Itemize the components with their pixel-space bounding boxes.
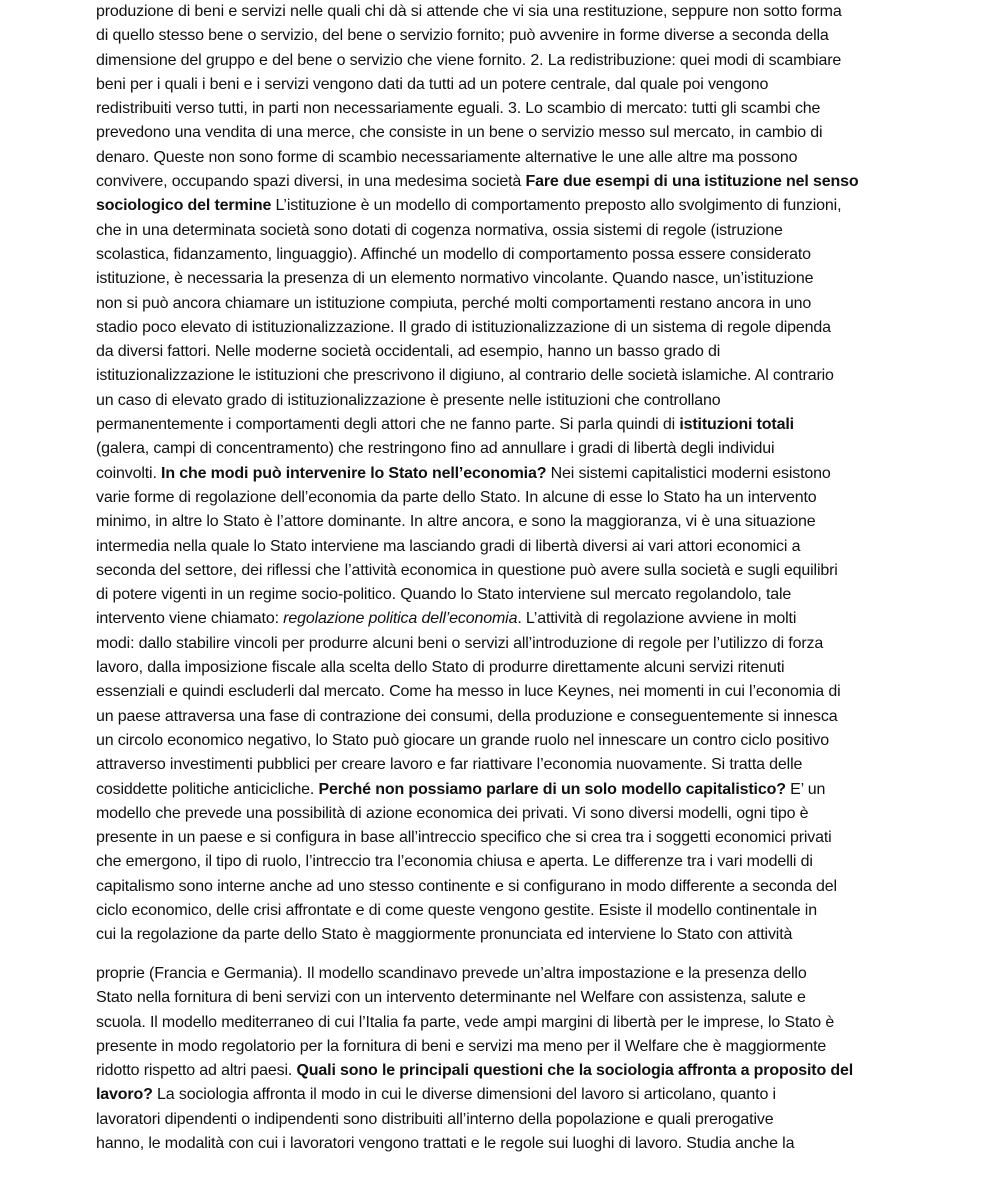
- body-text-segment: di quello stesso bene o servizio, del bene o servizio fornito; può avvenire in forme diverse a seconda della: [96, 27, 829, 45]
- body-text-segment: . L’attività di regolazione avviene in molti: [517, 610, 797, 628]
- body-text-segment: Stato nella fornitura di beni servizi con un intervento determinante nel Welfare con assistenza, salute e: [96, 989, 806, 1007]
- body-text-segment: stadio poco elevato di istituzionalizzazione. Il grado di istituzionalizzazione di un sistema di regole dipenda: [96, 318, 831, 336]
- body-text-segment: un paese attraversa una fase di contrazione dei consumi, della produzione e conseguentemente si innesca: [96, 707, 838, 725]
- text-line: [96, 607, 908, 631]
- text-line: [96, 656, 908, 680]
- text-line: [96, 121, 908, 145]
- text-line: [96, 680, 908, 704]
- body-text-segment: convivere, occupando spazi diversi, in una medesima società: [96, 173, 526, 191]
- text-line: [96, 24, 908, 48]
- text-line: [96, 146, 908, 170]
- bold-question-text: lavoro?: [96, 1086, 153, 1104]
- text-line: [96, 1083, 908, 1107]
- text-line: [96, 219, 908, 243]
- text-line: [96, 632, 908, 656]
- text-line: [96, 778, 908, 802]
- text-line: [96, 583, 908, 607]
- body-text-segment: lavoro, dalla imposizione fiscale alla scelta dello Stato di produrre direttamente alcuni servizi ritenuti: [96, 659, 785, 677]
- text-line: [96, 437, 908, 461]
- text-line: [96, 1059, 908, 1083]
- body-text-segment: cui la regolazione da parte dello Stato è maggiormente pronunciata ed interviene lo Stato con attività: [96, 926, 793, 944]
- text-block-page-2: [96, 962, 908, 1156]
- body-text-segment: essenziali e quindi escluderli dal mercato. Come ha messo in luce Keynes, nei momenti in cui l’economia di: [96, 683, 841, 701]
- bold-question-text: Perché non possiamo parlare di un solo modello capitalistico?: [318, 780, 786, 798]
- body-text-segment: che in una determinata società sono dotati di cogenza normativa, ossia sistemi di regole (istruzione: [96, 221, 783, 239]
- body-text-segment: minimo, in altre lo Stato è l’attore dominante. In altre ancora, e sono la maggioranza, vi è una situazione: [96, 513, 816, 531]
- text-line: [96, 194, 908, 218]
- text-line: [96, 49, 908, 73]
- body-text-segment: ridotto rispetto ad altri paesi.: [96, 1062, 297, 1080]
- body-text-segment: redistribuiti verso tutti, in parti non necessariamente eguali. 3. Lo scambio di mercato: tutti gli scambi che: [96, 100, 821, 118]
- body-text-segment: (galera, campi di concentramento) che restringono fino ad annullare i gradi di libertà degli individui: [96, 440, 775, 458]
- text-line: [96, 73, 908, 97]
- text-line: [96, 986, 908, 1010]
- body-text-segment: cosiddette politiche anticicliche.: [96, 780, 319, 798]
- text-line: [96, 510, 908, 534]
- text-line: [96, 0, 908, 24]
- body-text-segment: istituzionalizzazione le istituzioni che prescrivono il digiuno, al contrario delle società islamiche. Al contrario: [96, 367, 834, 385]
- body-text-segment: beni per i quali i beni e i servizi vengono dati da tutti ad un potere centrale, dal quale poi vengono: [96, 75, 769, 93]
- text-line: [96, 753, 908, 777]
- body-text-segment: modi: dallo stabilire vincoli per produrre alcuni beni o servizi all’introduzione di regole per l’utilizzo di forza: [96, 634, 824, 652]
- text-line: [96, 316, 908, 340]
- body-text-segment: coinvolti.: [96, 464, 162, 482]
- text-line: [96, 535, 908, 559]
- bold-question-text: In che modi può intervenire lo Stato nell’economia?: [161, 464, 547, 482]
- text-line: [96, 97, 908, 121]
- text-line: [96, 962, 908, 986]
- text-line: [96, 923, 908, 947]
- body-text-segment: capitalismo sono interne anche ad uno stesso continente e si configurano in modo differente a seconda del: [96, 877, 837, 895]
- text-line: [96, 340, 908, 364]
- text-line: [96, 389, 908, 413]
- body-text-segment: La sociologia affronta il modo in cui le diverse dimensioni del lavoro si articolano, quanto i: [152, 1086, 776, 1104]
- text-line: [96, 243, 908, 267]
- body-text-segment: seconda del settore, dei riflessi che l’attività economica in questione può avere sulla società e sugli equilibri: [96, 561, 838, 579]
- text-line: [96, 559, 908, 583]
- body-text-segment: Nei sistemi capitalistici moderni esistono: [546, 464, 831, 482]
- body-text-segment: intervento viene chiamato:: [96, 610, 284, 628]
- text-line: [96, 1108, 908, 1132]
- body-text-segment: varie forme di regolazione dell’economia da parte dello Stato. In alcune di esse lo Stato ha un intervento: [96, 488, 817, 506]
- body-text-segment: presente in un paese e si configura in base all’intreccio specifico che si crea tra i soggetti economici privati: [96, 829, 832, 847]
- body-text-segment: attraverso investimenti pubblici per creare lavoro e far riattivare l’economia nuovamente. Si tratta delle: [96, 756, 803, 774]
- text-line: [96, 462, 908, 486]
- body-text-segment: non si può ancora chiamare un istituzione compiuta, perché molti comportamenti restano ancora in uno: [96, 294, 812, 312]
- body-text-segment: produzione di beni e servizi nelle quali chi dà si attende che vi sia una restituzione, seppure non sotto forma: [96, 3, 842, 20]
- bold-question-text: sociologico del termine: [96, 197, 272, 215]
- text-line: [96, 267, 908, 291]
- body-text-segment: un circolo economico negativo, lo Stato può giocare un grande ruolo nel innescare un contro ciclo positivo: [96, 731, 829, 749]
- text-line: [96, 364, 908, 388]
- body-text-segment: proprie (Francia e Germania). Il modello scandinavo prevede un’altra impostazione e la presenza dello: [96, 965, 807, 982]
- text-block-page-1: [96, 0, 908, 948]
- text-line: [96, 1132, 908, 1156]
- bold-question-text: istituzioni totali: [679, 416, 794, 434]
- body-text-segment: di potere vigenti in un regime socio-politico. Quando lo Stato interviene sul mercato regolandolo, tale: [96, 586, 792, 604]
- text-line: [96, 826, 908, 850]
- body-text-segment: modello che prevede una possibilità di azione economica dei privati. Vi sono diversi modelli, ogni tipo è: [96, 804, 809, 822]
- body-text-segment: prevedono una vendita di una merce, che consiste in un bene o servizio messo sul mercato, in cambio di: [96, 124, 823, 142]
- body-text-segment: lavoratori dipendenti o indipendenti sono distribuiti all’interno della popolazione e quali prerogative: [96, 1110, 774, 1128]
- body-text-segment: che emergono, il tipo di ruolo, l’intreccio tra l’economia chiusa e aperta. Le differenze tra i vari modelli di: [96, 853, 813, 871]
- text-line: [96, 802, 908, 826]
- italic-term-text: regolazione politica dell’economia: [283, 610, 518, 628]
- text-line: [96, 292, 908, 316]
- text-line: [96, 1011, 908, 1035]
- text-line: [96, 170, 908, 194]
- body-text-segment: ciclo economico, delle crisi affrontate e di come queste vengono gestite. Esiste il modello continentale in: [96, 901, 817, 919]
- body-text-segment: scolastica, fidanzamento, linguaggio). Affinché un modello di comportamento possa essere considerato: [96, 245, 811, 263]
- body-text-segment: dimensione del gruppo e del bene o servizio che viene fornito. 2. La redistribuzione: quei modi di scambiare: [96, 51, 842, 69]
- body-text-segment: intermedia nella quale lo Stato interviene ma lasciando gradi di libertà diversi ai vari attori economici a: [96, 537, 801, 555]
- body-text-segment: scuola. Il modello mediterraneo di cui l’Italia fa parte, vede ampi margini di libertà per le imprese, lo Stato è: [96, 1013, 835, 1031]
- body-text-segment: da diversi fattori. Nelle moderne società occidentali, ad esempio, hanno un basso grado di: [96, 343, 721, 361]
- body-text-segment: denaro. Queste non sono forme di scambio necessariamente alternative le une alle altre ma possono: [96, 148, 798, 166]
- body-text-segment: permanentemente i comportamenti degli attori che ne fanno parte. Si parla quindi di: [96, 416, 680, 434]
- text-line: [96, 1035, 908, 1059]
- text-line: [96, 850, 908, 874]
- body-text-segment: presente in modo regolatorio per la fornitura di beni e servizi ma meno per il Welfare che è maggiormente: [96, 1037, 827, 1055]
- body-text-segment: L’istituzione è un modello di comportamento preposto allo svolgimento di funzioni,: [271, 197, 842, 215]
- text-line: [96, 413, 908, 437]
- text-line: [96, 705, 908, 729]
- bold-question-text: Quali sono le principali questioni che la sociologia affronta a proposito del: [296, 1062, 854, 1080]
- body-text-segment: istituzione, è necessaria la presenza di un elemento normativo vincolante. Quando nasce, un’istituzione: [96, 270, 814, 288]
- body-text-segment: E’ un: [785, 780, 826, 798]
- bold-question-text: Fare due esempi di una istituzione nel senso: [525, 173, 859, 191]
- text-line: [96, 486, 908, 510]
- text-line: [96, 899, 908, 923]
- body-text-segment: un caso di elevato grado di istituzionalizzazione è presente nelle istituzioni che controllano: [96, 391, 721, 409]
- text-line: [96, 875, 908, 899]
- text-line: [96, 729, 908, 753]
- body-text-segment: hanno, le modalità con cui i lavoratori vengono trattati e le regole sui luoghi di lavoro. Studia anche la: [96, 1135, 795, 1153]
